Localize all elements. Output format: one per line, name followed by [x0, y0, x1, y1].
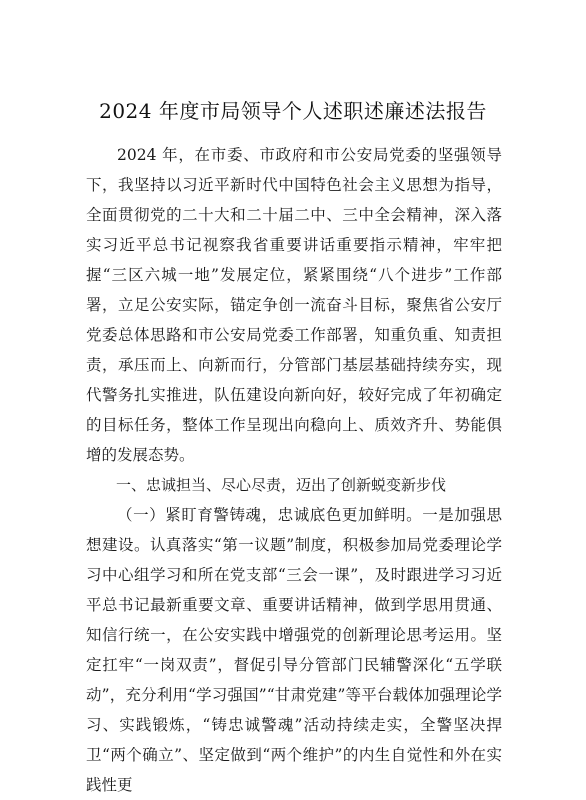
section-paragraph: （一）紧盯育警铸魂，忠诚底色更加鲜明。一是加强思想建设。认真落实“第一议题”制度，积极参加局党委理论学习中心组学习和所在党支部“三会一课”，及时跟进学习习近平总书记最新重要文章、重要讲话精神，做到学思用贯通、知信行统一，在公安实践中增强党的创新理论思考运用。坚定扛牢“一岗双责”，督促引导分管部门民辅警深化“五学联动”，充分利用“学习强国”“甘肃党建”等平台载体加强理论学习、实践锻炼，“铸忠诚警魂”活动持续走实，全警坚决捍卫“两个确立”、坚定做到“两个维护”的内生自觉性和外在实践性更	[86, 506, 502, 794]
document-body	[86, 140, 502, 800]
document-title: 2024 年度市局领导个人述职述廉述法报告	[99, 99, 487, 123]
section-heading: 一、忠诚担当、尽心尽责，迈出了创新蜕变新步伐	[116, 476, 447, 494]
intro-paragraph: 2024 年，在市委、市政府和市公安局党委的坚强领导下，我坚持以习近平新时代中国特色社会主义思想为指导，全面贯彻党的二十大和二十届二中、三中全会精神，深入落实习近平总书记视察我省重要讲话重要指示精神，牢牢把握“三区六城一地”发展定位，紧紧围绕“八个进步”工作部署，立足公安实际，锚定争创一流奋斗目标，聚焦省公安厅党委总体思路和市公安局党委工作部署，知重负重、知责担责，承压而上、向新而行，分管部门基层基础持续夯实，现代警务扎实推进，队伍建设向新向好，较好完成了年初确定的目标任务，整体工作呈现出向稳向上、质效齐升、势能俱增的发展态势。	[86, 146, 502, 464]
